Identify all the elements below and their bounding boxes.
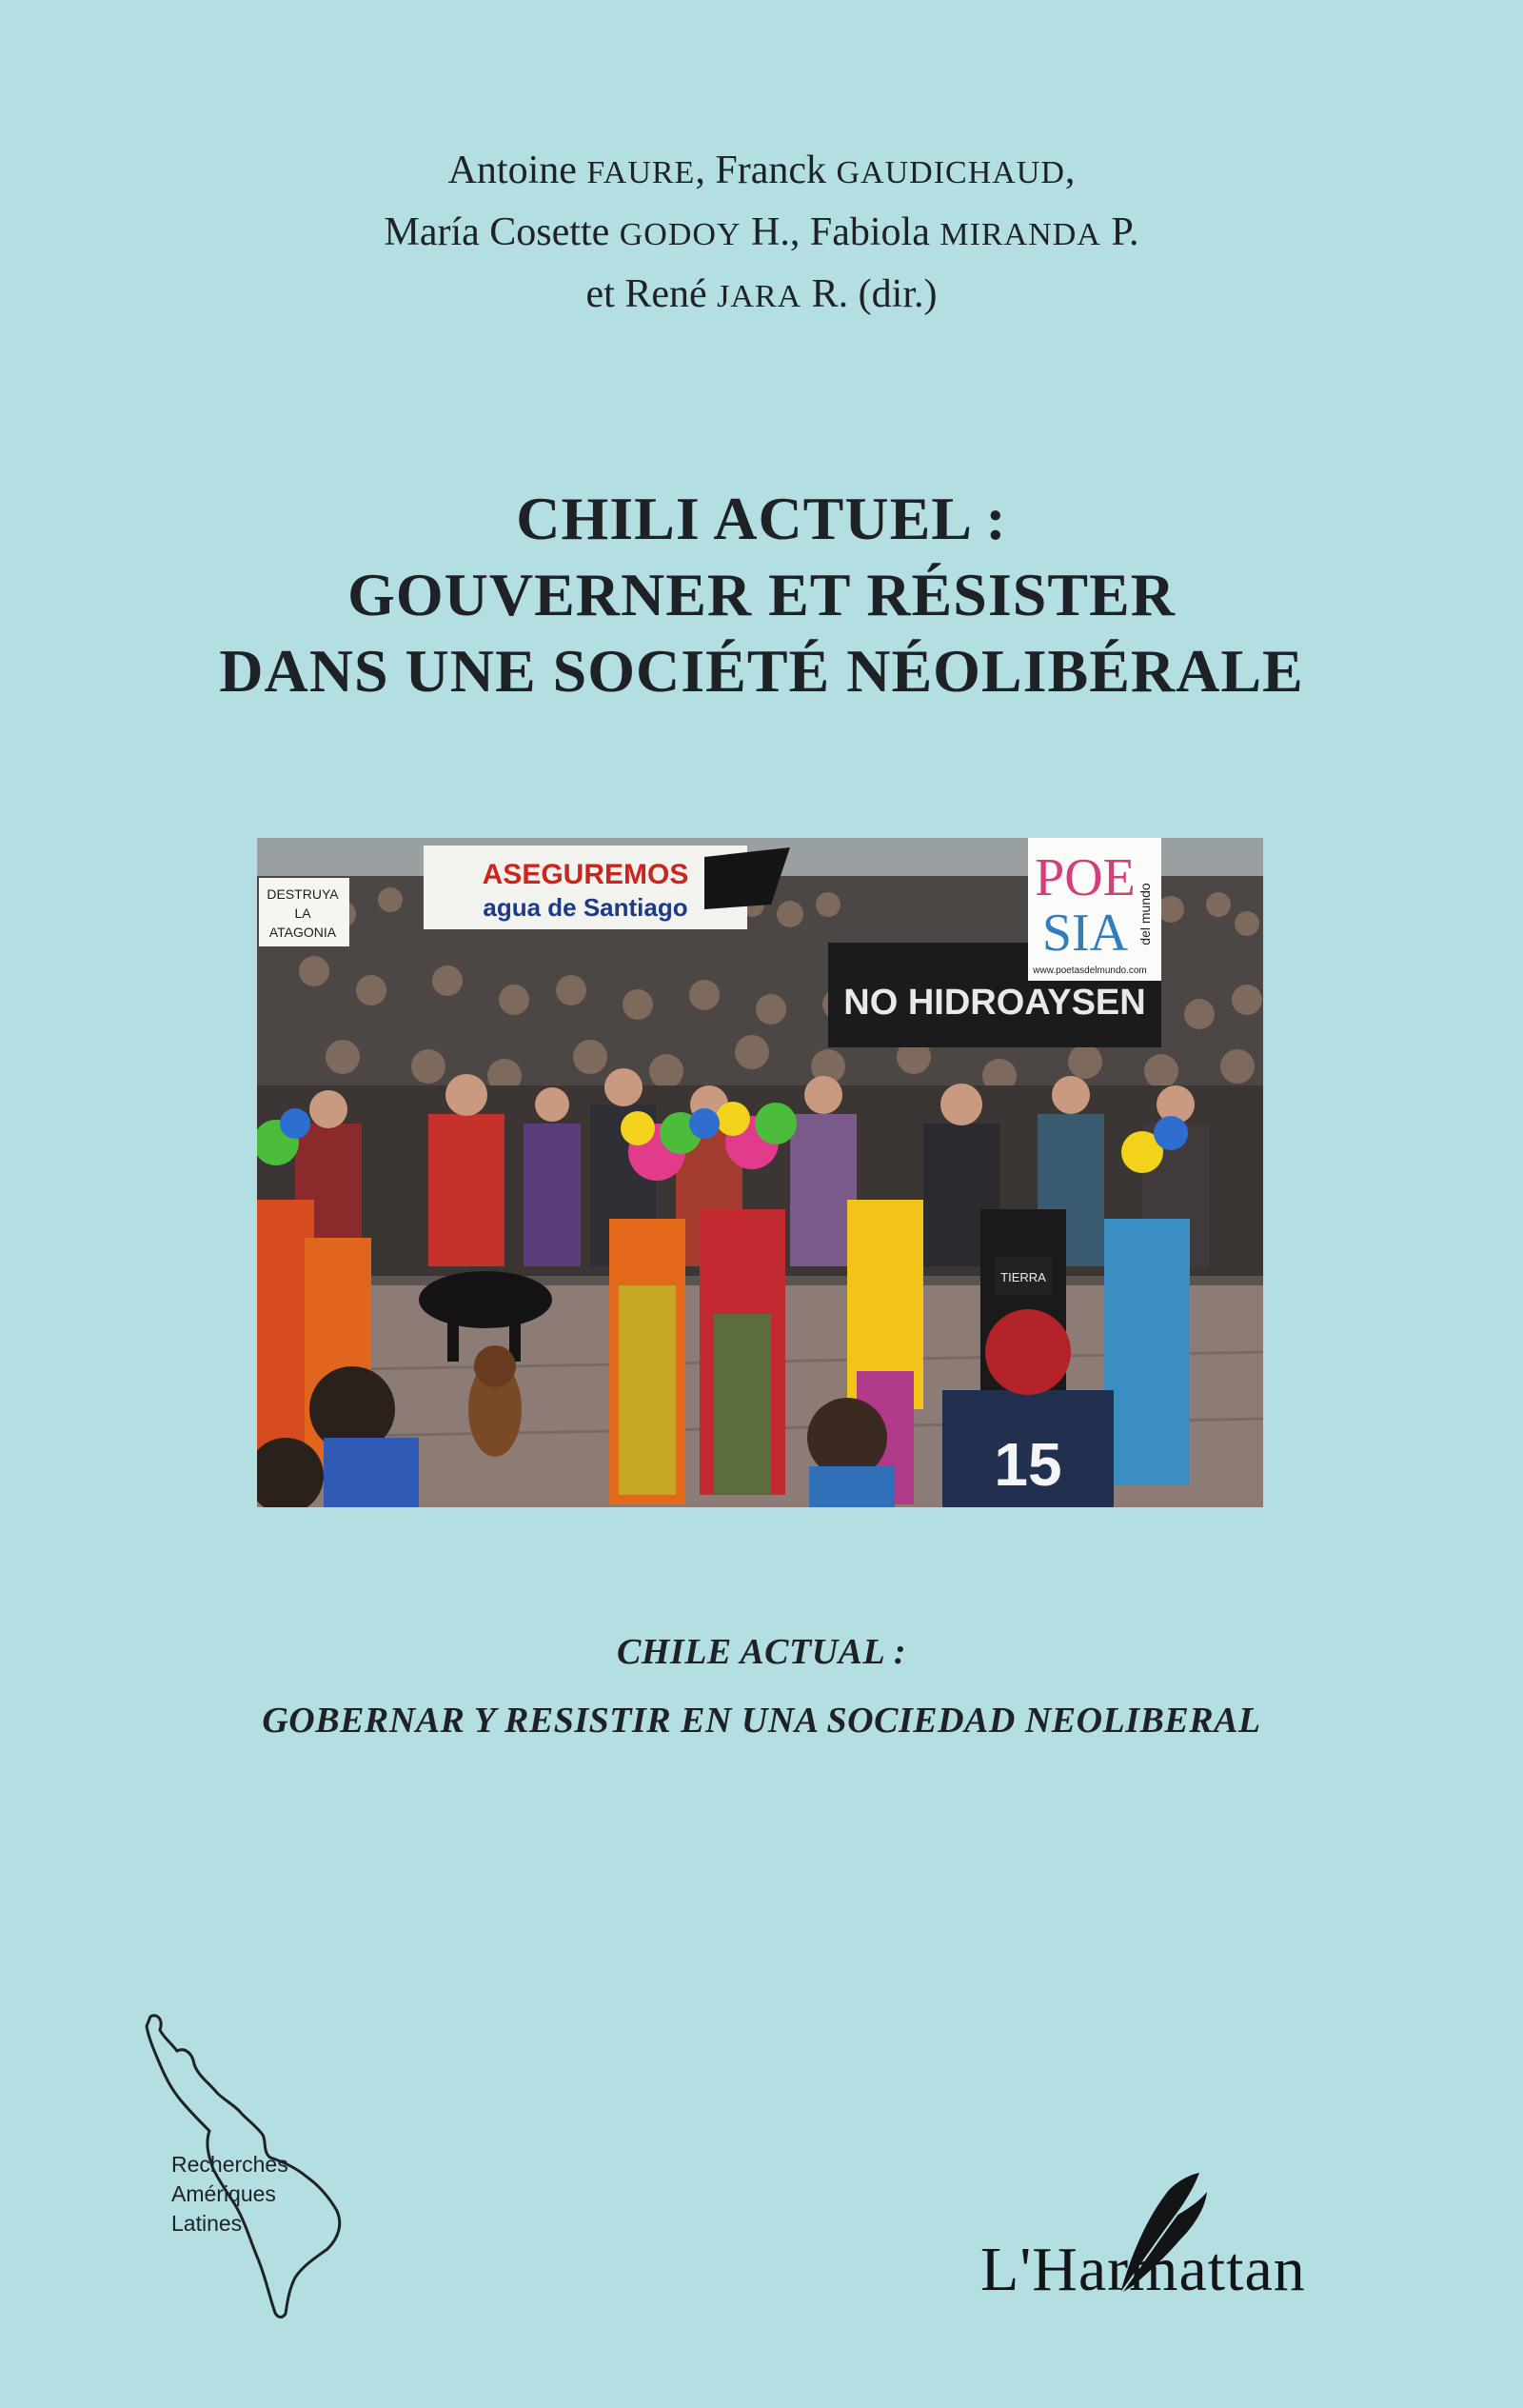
- sign-patagonia-line-1: DESTRUYA: [267, 886, 339, 902]
- banner-left-text: ASEGUREMOS: [482, 859, 689, 890]
- author-suffix: R. (dir.): [811, 272, 938, 316]
- author-first-name: Franck: [715, 149, 826, 192]
- protest-illustration: [257, 838, 1263, 1507]
- authors-block: [0, 141, 1523, 327]
- sign-patagonia-line-2: LA: [294, 905, 311, 921]
- author-suffix: H.,: [751, 210, 801, 254]
- banner-center-text: NO HIDROAYSEN: [843, 983, 1146, 1023]
- publisher-name: L'Harmattan: [980, 2235, 1306, 2304]
- spanish-subtitle-line-2: GOBERNAR Y RESISTIR EN UNA SOCIEDAD NEOLIBERAL: [262, 1701, 1261, 1741]
- banner-right-line-2: SIA: [1041, 904, 1129, 963]
- book-title: [0, 481, 1523, 709]
- banner-left-text-2: agua de Santiago: [483, 893, 688, 922]
- spanish-subtitle-line-1: CHILE ACTUAL :: [617, 1632, 906, 1672]
- banner-right-line-1: POE: [1035, 848, 1136, 907]
- author-last-name: GAUDICHAUD: [836, 155, 1065, 190]
- author-last-name: GODOY: [619, 217, 742, 252]
- author-first-name: Antoine: [447, 149, 577, 192]
- authors-line-2: [0, 203, 1523, 265]
- title-line-1: CHILI ACTUEL :: [516, 485, 1007, 552]
- author-prefix: et René: [585, 272, 707, 316]
- cover-photo-protest: [257, 838, 1263, 1507]
- banner-right-url: www.poetasdelmundo.com: [1033, 965, 1147, 976]
- sign-patagonia-line-3: ATAGONIA: [268, 925, 337, 940]
- title-line-3: DANS UNE SOCIÉTÉ NÉOLIBÉRALE: [219, 637, 1304, 705]
- authors-line-3: [0, 265, 1523, 327]
- author-last-name: JARA: [717, 279, 802, 314]
- title-line-2: GOUVERNER ET RÉSISTER: [347, 561, 1176, 628]
- banner-right-side: del mundo: [1137, 883, 1153, 945]
- author-first-name: María Cosette: [384, 210, 610, 254]
- authors-line-1: Antoine FAURE, Franck GAUDICHAUD,: [447, 149, 1076, 192]
- series-line-3: Latines: [171, 2211, 243, 2236]
- author-last-name: MIRANDA: [940, 217, 1101, 252]
- jersey-number: 15: [994, 1430, 1062, 1499]
- series-name: [171, 2150, 288, 2239]
- shirt-text: TIERRA: [1000, 1270, 1046, 1284]
- author-first-name: Fabiola: [809, 210, 930, 254]
- author-last-name: FAURE: [586, 155, 696, 190]
- series-line-1: Recherches: [171, 2152, 288, 2177]
- author-suffix: P.: [1111, 210, 1139, 254]
- series-line-2: Amériques: [171, 2181, 276, 2206]
